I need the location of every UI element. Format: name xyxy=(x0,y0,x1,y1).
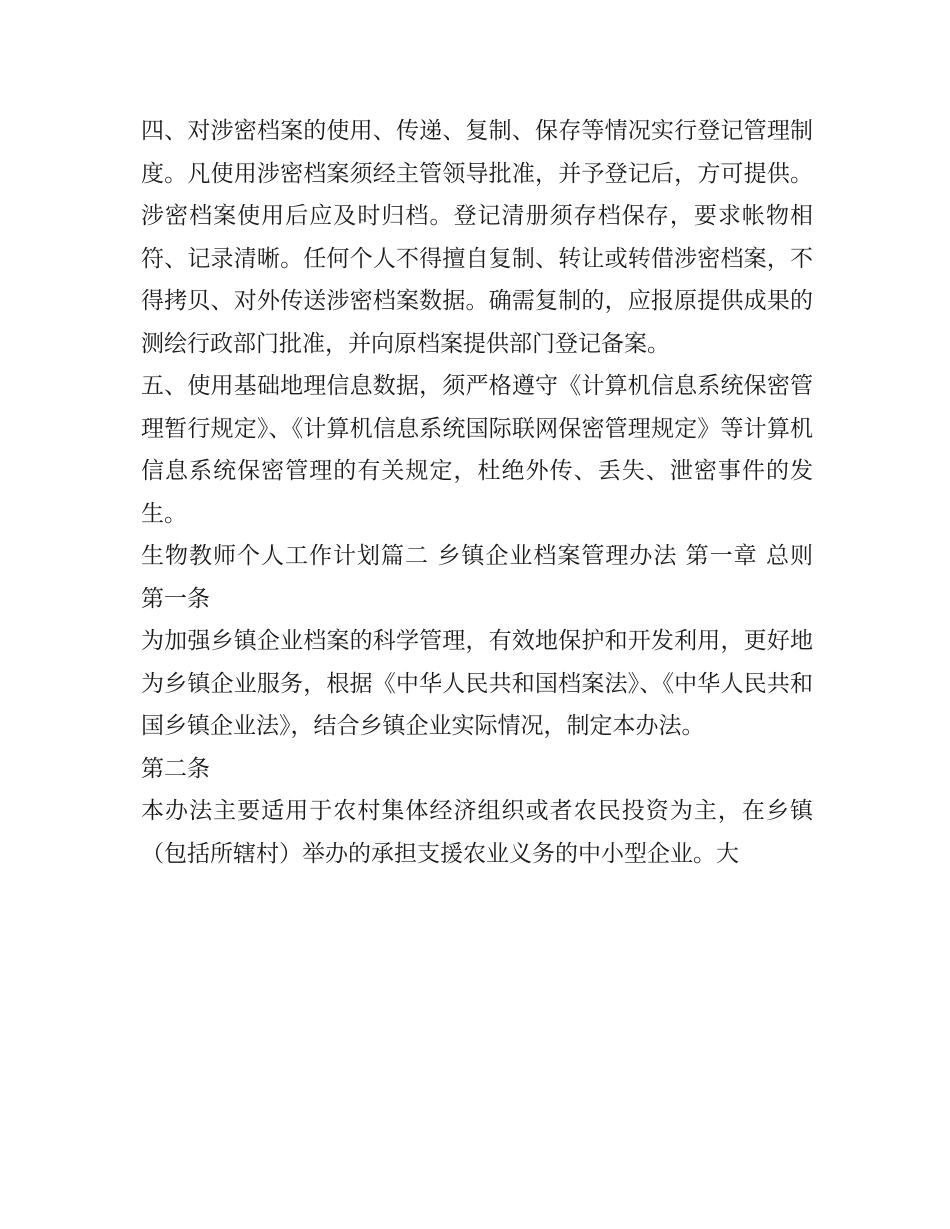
paragraph-article-two-heading: 第二条 xyxy=(141,755,210,782)
paragraph-article-two: 本办法主要适用于农村集体经济组织或者农民投资为主，在乡镇（包括所辖村）举办的承担支援农业义务的中小型企业。大 xyxy=(141,798,813,867)
paragraph-data-security-rules: 五、使用基础地理信息数据，须严格遵守《计算机信息系统保密管理暂行规定》、《计算机信息系统国际联网保密管理规定》等计算机信息系统保密管理的有关规定，杜绝外传、丢失、泄密事件的发生。 xyxy=(141,373,813,527)
paragraph-article-one: 为加强乡镇企业档案的科学管理，有效地保护和开发利用，更好地为乡镇企业服务，根据《中华人民共和国档案法》、《中华人民共和国乡镇企业法》，结合乡镇企业实际情况，制定本办法。 xyxy=(141,628,813,739)
document-body xyxy=(141,110,813,875)
paragraph-registration-management: 四、对涉密档案的使用、传递、复制、保存等情况实行登记管理制度。凡使用涉密档案须经主管领导批准，并予登记后，方可提供。涉密档案使用后应及时归档。登记清册须存档保存，要求帐物相符、记录清晰。任何个人不得擅自复制、转让或转借涉密档案，不得拷贝、对外传送涉密档案数据。确需复制的，应报原提供成果的测绘行政部门批准，并向原档案提供部门登记备案。 xyxy=(141,118,813,357)
paragraph-chapter-heading: 生物教师个人工作计划篇二 乡镇企业档案管理办法 第一章 总则 第一条 xyxy=(141,543,813,612)
